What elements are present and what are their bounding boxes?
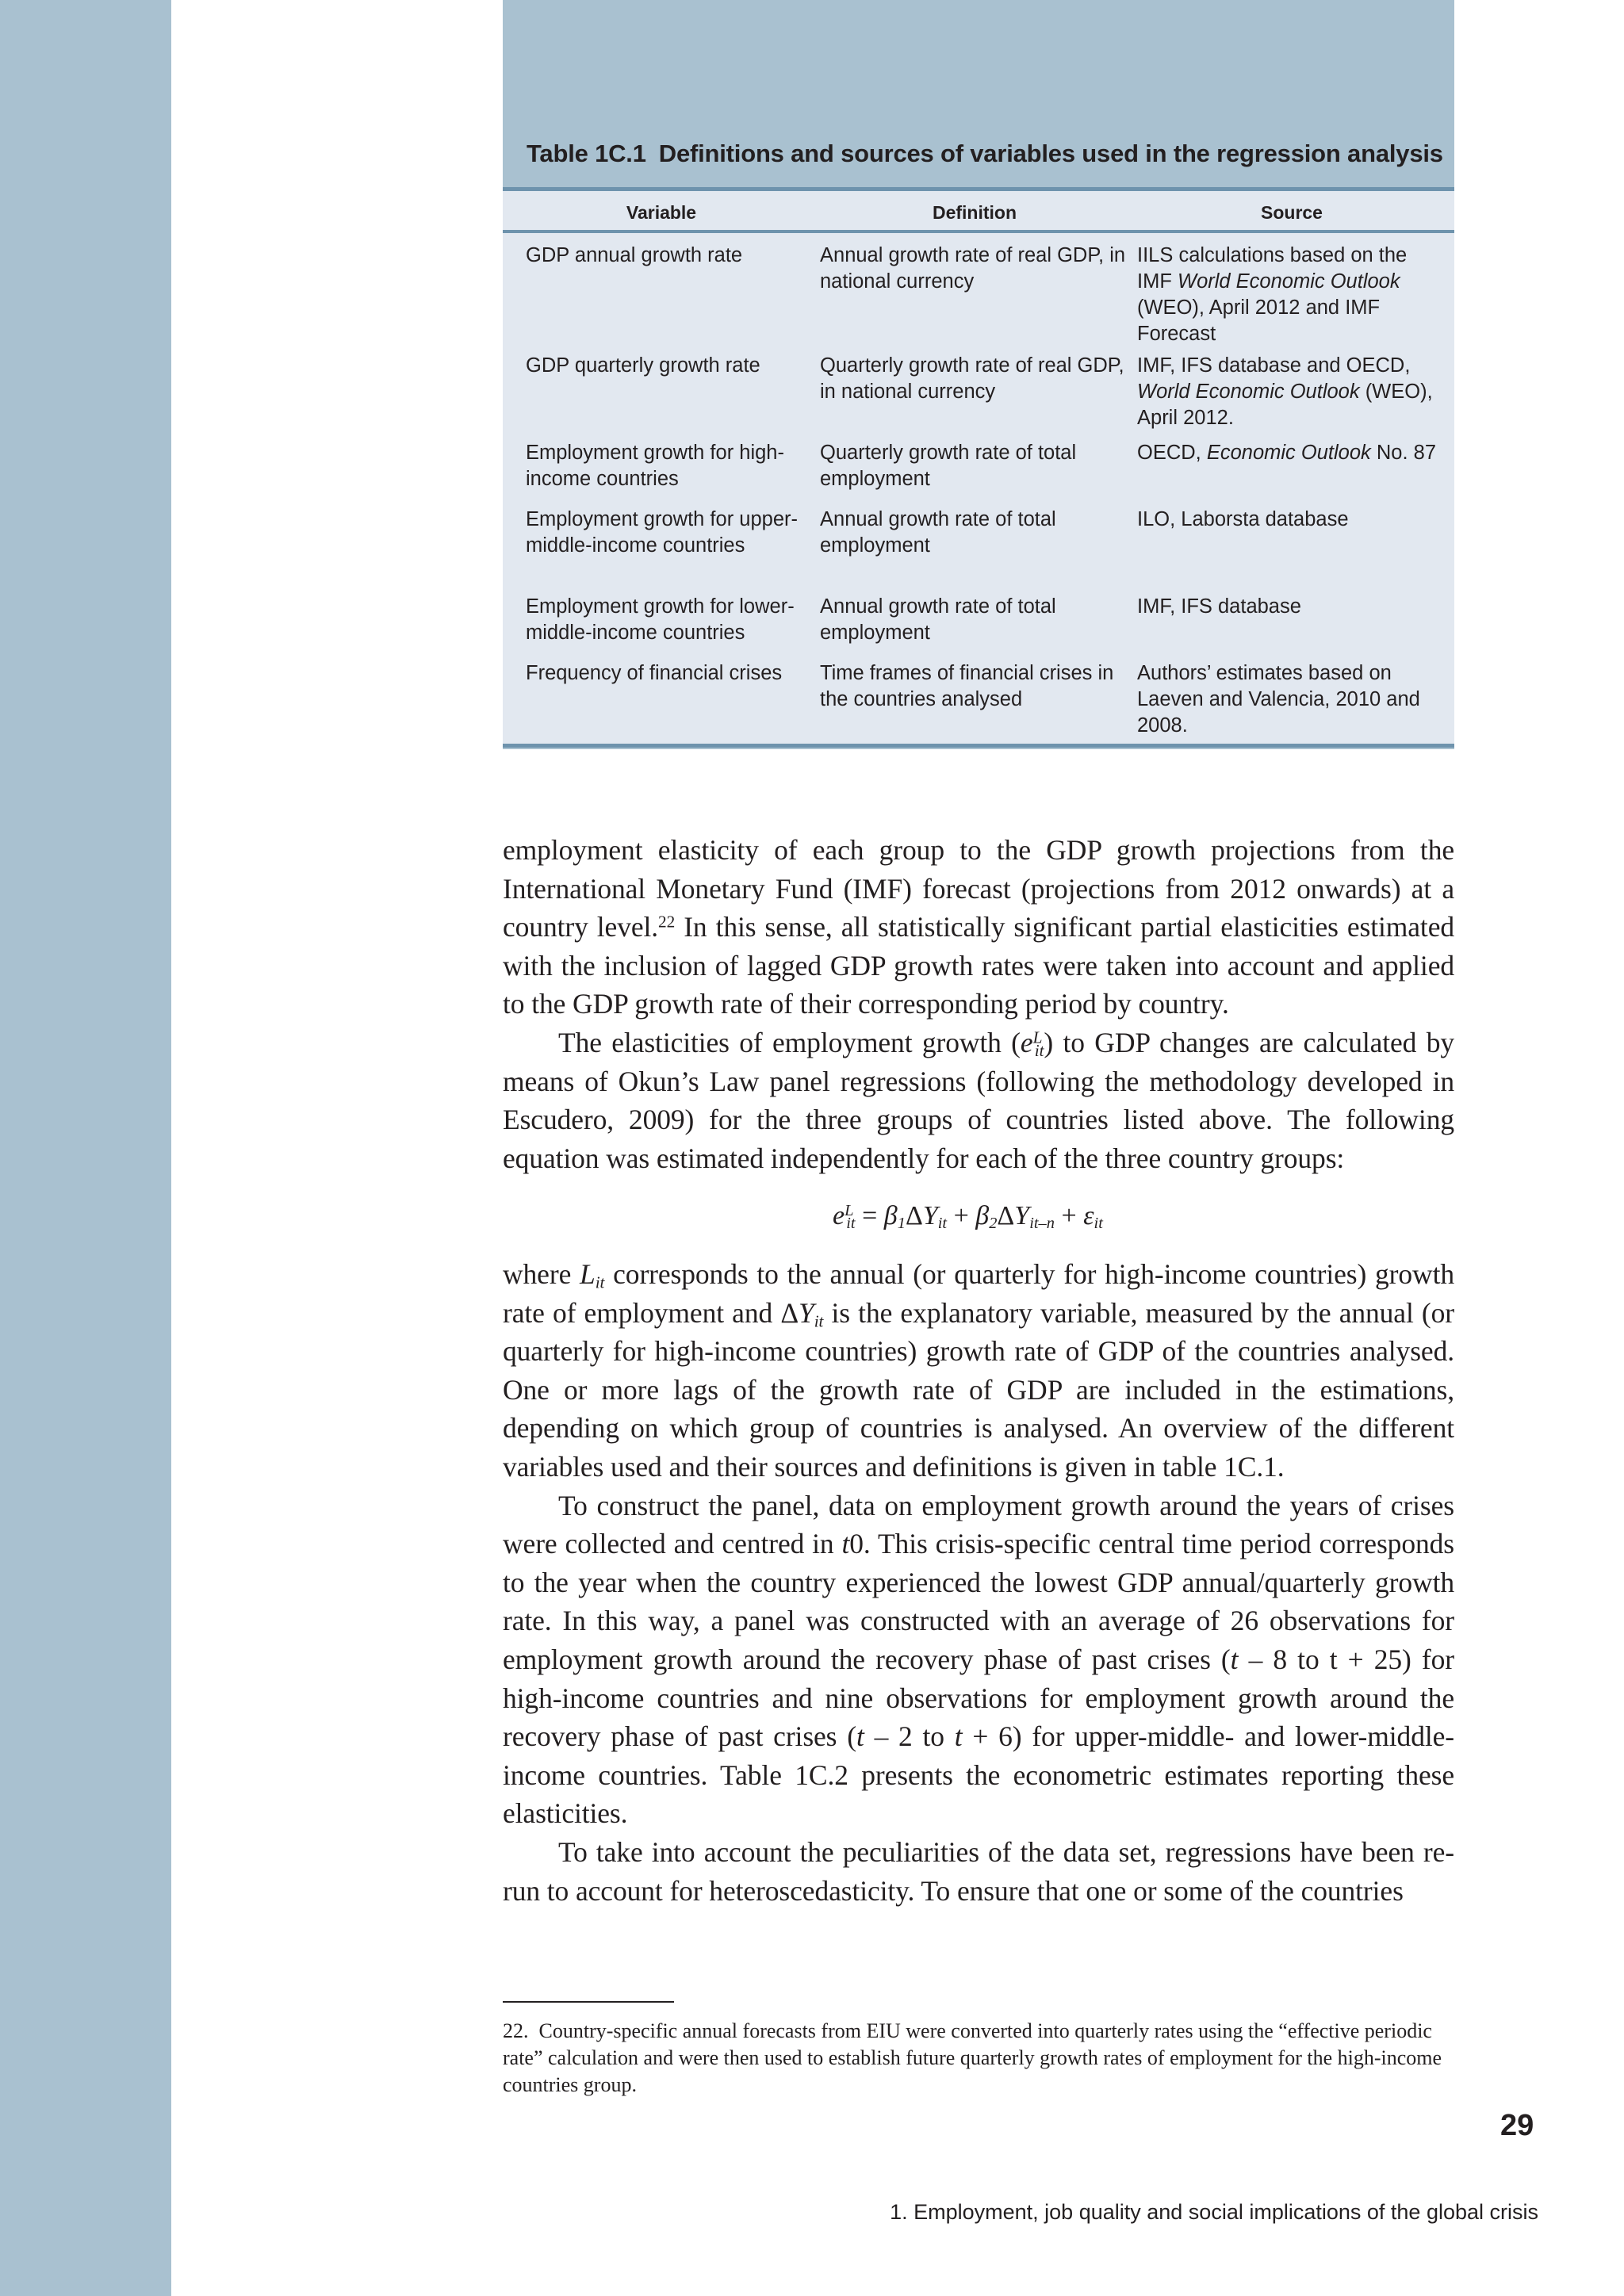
cell-source — [1137, 507, 1446, 533]
paragraph-text: corresponds to the annual (or quarterly for high-income countries) growth rate of employment and Δ — [503, 1258, 1454, 1329]
paragraph-text: 0. This crisis-specific central time period corresponds to the year when the country experienced the lowest GDP annual/quarterly growth rate. In this way, a panel was constructed with an average of 26 observations for employment growth around the recovery phase of past crises ( — [503, 1528, 1454, 1675]
paragraph-text: – 2 to — [864, 1720, 955, 1753]
header-source: Source — [1261, 202, 1323, 223]
source-text: ILO, Laborsta database — [1137, 508, 1349, 530]
paragraph-text: + 6) for upper-middle- and lower-middle-income countries. Table 1C.2 presents the econometric estimates reporting these elasticities. — [503, 1720, 1454, 1830]
source-text: IMF, IFS database and OECD, — [1137, 354, 1411, 377]
source-text: (WEO), April 2012 and IMF Forecast — [1137, 297, 1381, 345]
source-text: (WEO), April 2012. — [1137, 381, 1433, 429]
table-panel — [503, 0, 1454, 749]
cell-source — [1137, 660, 1446, 739]
paragraph — [503, 1024, 1454, 1177]
paragraph-text: To construct the panel, data on employment growth around the years of crises were collected and centred in — [503, 1489, 1454, 1560]
source-italic: World Economic Outlook — [1137, 381, 1360, 403]
header-definition: Definition — [932, 202, 1017, 223]
inline-math: $e^L_{it}$ — [1020, 1026, 1044, 1061]
paragraph-text: In this sense, all statistically significant partial elasticities estimated with the inclusion of lagged GDP growth rates were taken into account and applied to the GDP growth rate of their corresponding period by country. — [503, 911, 1454, 1020]
paragraph-text: where — [503, 1258, 580, 1290]
variables-table — [503, 187, 1454, 748]
source-italic: World Economic Outlook — [1178, 270, 1400, 293]
running-footer: 1. Employment, job quality and social implications of the global crisis — [890, 2200, 1538, 2224]
source-text: IMF, IFS database — [1137, 595, 1301, 618]
cell-source — [1137, 353, 1446, 431]
footnote — [503, 2018, 1454, 2099]
left-color-bar — [0, 0, 171, 2296]
cell-variable: GDP annual growth rate — [526, 244, 743, 266]
paragraph — [503, 831, 1454, 1024]
paragraph: where $L_{it}$ corresponds to the annual (or quarterly for high-income countries) growth rate of employment and $\Delta Y_{it}$ is the explanatory variable, measured by the annual (or quarterly for high-income countries) growth rate of GDP of the countries analysed. One or more lags of the growth rate of GDP are included in the estimations, depending on which group of countries is analysed. An overview of the different variables used and their sources and definitions is given in table 1C.1. — [503, 1258, 1454, 1483]
cell-definition: Quarterly growth rate of real GDP, in national currency — [820, 354, 1124, 403]
paragraph: To take into account the peculiarities of the data set, regressions have been re-run to account for heteroscedasticity. To ensure that one or some of the countries — [503, 1835, 1454, 1907]
okun-equation: $e^L_{it} = \beta_1\Delta Y_{it} + \beta_2\Delta Y_{it-n} + \varepsilon_{it}$ — [833, 1201, 1103, 1233]
source-text: IILS calculations based on the IMF — [1137, 244, 1408, 293]
body-paragraphs-2 — [503, 1255, 1454, 1910]
paragraph-text: The elasticities of employment growth ( — [558, 1026, 1021, 1058]
cell-definition: Annual growth rate of total employment — [820, 595, 1056, 644]
cell-source — [1137, 440, 1446, 466]
source-text: Authors’ estimates based on Laeven and Valencia, 2010 and 2008. — [1137, 662, 1420, 737]
cell-definition: Quarterly growth rate of total employment — [820, 442, 1077, 490]
table-caption — [527, 140, 1443, 168]
cell-variable: Employment growth for lower-middle-income countries — [526, 595, 795, 644]
cell-variable: Frequency of financial crises — [526, 662, 783, 684]
footnote-rule — [503, 2001, 674, 2003]
page-number: 29 — [1500, 2109, 1534, 2142]
cell-variable: GDP quarterly growth rate — [526, 354, 760, 377]
cell-variable: Employment growth for upper-middle-income countries — [526, 508, 798, 557]
paragraph-text: ) to GDP changes are calculated by means of Okun’s Law panel regressions (following the methodology developed in Escudero, 2009) for the three groups of countries listed above. The following equation was estimated independently for each of the three country groups: — [503, 1026, 1455, 1174]
source-italic: Economic Outlook — [1206, 442, 1371, 464]
cell-definition: Annual growth rate of real GDP, in national currency — [820, 244, 1126, 293]
cell-variable: Employment growth for high-income countries — [526, 442, 784, 490]
paragraph-text: – 8 to t + 25) for high-income countries and nine observations for employment growth around the recovery phase of past crises ( — [503, 1643, 1454, 1753]
cell-definition: Time frames of financial crises in the countries analysed — [820, 662, 1114, 710]
table-title: Definitions and sources of variables used in the regression analysis — [658, 140, 1443, 167]
table-number: Table 1C.1 — [527, 140, 646, 167]
footnote-ref: 22 — [658, 912, 676, 932]
header-variable: Variable — [626, 202, 697, 223]
footnote-text: Country-specific annual forecasts from EIU were converted into quarterly rates using the “effective periodic rate” calculation and were then used to establish future quarterly growth rates of employment for the high-income countries group. — [503, 2019, 1442, 2096]
source-text: No. 87 — [1370, 442, 1436, 464]
table-header-row — [503, 191, 1454, 233]
paragraph: To construct the panel, data on employment growth around the years of crises were collected and centred in t0. This crisis-specific central time period corresponds to the year when the country experienced the lowest GDP annual/quarterly growth rate. In this way, a panel was constructed with an average of 26 observations for employment growth around the recovery phase of past crises (t – 8 to t + 25) for high-income countries and nine observations for employment growth around the recovery phase of past crises (t – 2 to t + 6) for upper-middle- and lower-middle-income countries. Table 1C.2 presents the econometric estimates reporting these elasticities. — [503, 1489, 1454, 1830]
cell-source — [1137, 594, 1446, 620]
footnote-number: 22. — [503, 2019, 529, 2042]
paragraph-text: is the explanatory variable, measured by the annual (or quarterly for high-income countries) growth rate of GDP of the countries analysed. One or more lags of the growth rate of GDP are included in the estimations, depending on which group of countries is analysed. An overview of the different variables used and their sources and definitions is given in table 1C.1. — [503, 1296, 1454, 1483]
cell-definition: Annual growth rate of total employment — [820, 508, 1056, 557]
paragraph-text: employment elasticity of each group to the GDP growth projections from the International Monetary Fund (IMF) forecast (projections from 2012 onwards) at a country level. — [503, 834, 1454, 943]
cell-source — [1137, 243, 1446, 347]
body-paragraphs-1 — [503, 831, 1454, 1177]
source-text: OECD, — [1137, 442, 1207, 464]
